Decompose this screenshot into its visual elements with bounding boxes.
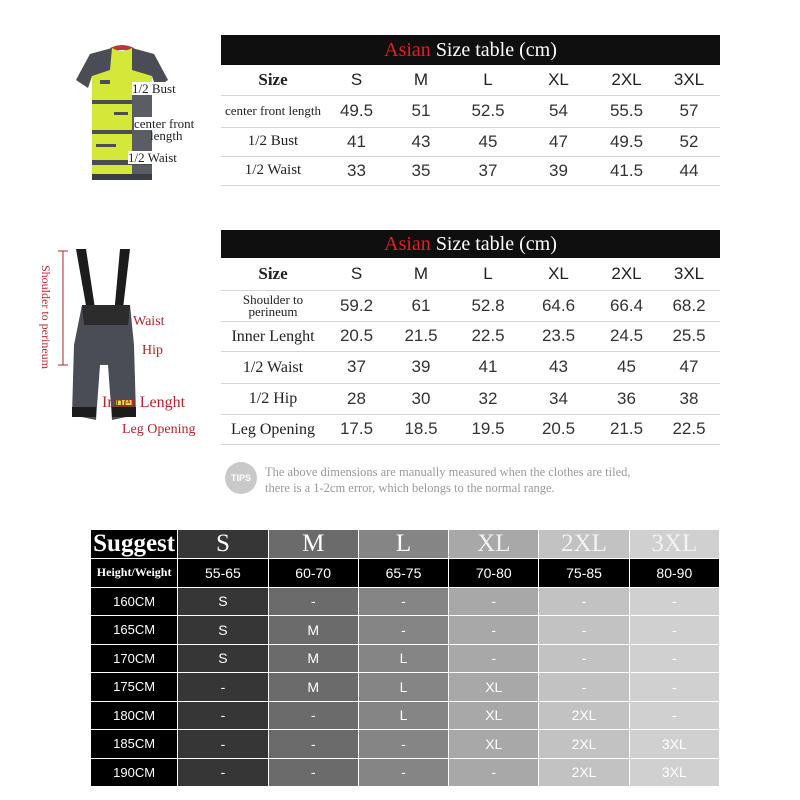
table-cell: 49.5 [595, 127, 658, 156]
bib-table-size-3xl: 3XL [658, 258, 720, 290]
jersey-table-size-2xl: 2XL [595, 65, 658, 95]
jersey-illustration [40, 40, 215, 190]
suggest-weight: 55-65 [178, 559, 267, 587]
table-cell: M [269, 616, 358, 644]
jersey-row-label: 1/2 Waist [221, 156, 325, 185]
table-row [221, 156, 720, 185]
jersey-table-title-rest: Size table (cm) [430, 38, 557, 61]
table-cell: M [269, 645, 358, 673]
suggest-height: 175CM [91, 673, 177, 701]
table-cell: - [359, 588, 448, 616]
bib-image [38, 245, 218, 445]
suggest-weight: 75-85 [539, 559, 628, 587]
suggest-height: 165CM [91, 616, 177, 644]
table-cell: 47 [522, 127, 595, 156]
table-cell: S [178, 588, 267, 616]
suggest-weight-row [91, 559, 719, 587]
suggest-weight: 65-75 [359, 559, 448, 587]
suggest-weight: 70-80 [449, 559, 538, 587]
bib-table-size-l: L [454, 258, 522, 290]
table-cell: - [178, 730, 267, 758]
table-cell: 41.5 [595, 156, 658, 185]
jersey-row-label: center front length [221, 95, 325, 127]
table-cell: 20.5 [325, 321, 388, 351]
table-cell: - [359, 616, 448, 644]
suggest-size-2xl: 2XL [539, 530, 628, 558]
table-row [91, 645, 719, 673]
jersey-label-center-front-1: center front [134, 116, 195, 131]
table-cell: 37 [325, 351, 388, 383]
bib-label-hip: Hip [142, 343, 163, 358]
table-row [221, 127, 720, 156]
table-cell: 45 [454, 127, 522, 156]
table-cell: 17.5 [325, 414, 388, 444]
bib-table-size-xl: XL [522, 258, 595, 290]
bib-row-label: Shoulder to perineum [221, 290, 325, 321]
table-cell: 21.5 [388, 321, 454, 351]
suggest-subtitle: Height/Weight [91, 559, 177, 587]
bib-table-size-s: S [325, 258, 388, 290]
bib-row-label: Inner Lenght [221, 321, 325, 351]
jersey-size-table [221, 35, 720, 186]
table-cell: 57 [658, 95, 720, 127]
table-cell: 43 [388, 127, 454, 156]
bib-label-inner: Inner Lenght [102, 394, 186, 411]
jersey-table-title-row [221, 35, 720, 65]
table-cell: 22.5 [454, 321, 522, 351]
jersey-row-label: 1/2 Bust [221, 127, 325, 156]
suggest-size-3xl: 3XL [630, 530, 719, 558]
table-cell: 41 [454, 351, 522, 383]
table-cell: XL [449, 730, 538, 758]
table-cell: 18.5 [388, 414, 454, 444]
suggest-weight: 80-90 [630, 559, 719, 587]
suggest-size-m: M [269, 530, 358, 558]
table-cell: 2XL [539, 759, 628, 787]
table-cell: 45 [595, 351, 658, 383]
bib-table-header-row [221, 258, 720, 290]
jersey-table-size-header: Size [221, 65, 325, 95]
bib-table-size-2xl: 2XL [595, 258, 658, 290]
table-row [91, 759, 719, 787]
table-cell: 61 [388, 290, 454, 321]
table-cell: - [449, 759, 538, 787]
table-row [91, 702, 719, 730]
bib-size-table [221, 230, 720, 445]
suggest-height: 185CM [91, 730, 177, 758]
table-row [91, 730, 719, 758]
table-cell: 52.5 [454, 95, 522, 127]
bib-table-size-m: M [388, 258, 454, 290]
suggest-weight: 60-70 [269, 559, 358, 587]
table-cell: L [359, 702, 448, 730]
table-cell: 2XL [539, 702, 628, 730]
suggest-height: 180CM [91, 702, 177, 730]
table-cell: 41 [325, 127, 388, 156]
table-cell: 38 [658, 383, 720, 414]
table-cell: 25.5 [658, 321, 720, 351]
table-cell: 30 [388, 383, 454, 414]
bib-row-label: 1/2 Hip [221, 383, 325, 414]
table-cell: - [630, 673, 719, 701]
table-cell: XL [449, 702, 538, 730]
bib-label-shoulder: Shoulder to perineum [39, 265, 53, 369]
table-row [91, 588, 719, 616]
bib-row-label: Leg Opening [221, 414, 325, 444]
table-cell: 32 [454, 383, 522, 414]
table-cell: 34 [522, 383, 595, 414]
table-cell: 23.5 [522, 321, 595, 351]
table-cell: - [178, 759, 267, 787]
table-cell: L [359, 673, 448, 701]
jersey-table-size-xl: XL [522, 65, 595, 95]
table-cell: 68.2 [658, 290, 720, 321]
table-cell: - [269, 730, 358, 758]
table-cell: 22.5 [658, 414, 720, 444]
table-cell: - [269, 588, 358, 616]
table-cell: 39 [522, 156, 595, 185]
table-cell: - [539, 673, 628, 701]
suggest-height: 160CM [91, 588, 177, 616]
table-cell: - [449, 588, 538, 616]
tips-icon: TIPS [225, 462, 257, 494]
table-cell: 28 [325, 383, 388, 414]
jersey-label-waist: 1/2 Waist [128, 150, 177, 165]
bib-table-title-accent: Asian [384, 232, 431, 255]
table-cell: 33 [325, 156, 388, 185]
bib-table-size-header: Size [221, 258, 325, 290]
bib-table-title [221, 230, 720, 258]
table-cell: L [359, 645, 448, 673]
suggest-height: 170CM [91, 645, 177, 673]
table-cell: 64.6 [522, 290, 595, 321]
jersey-table-title [221, 35, 720, 65]
table-cell: 49.5 [325, 95, 388, 127]
table-cell: S [178, 645, 267, 673]
table-cell: - [630, 588, 719, 616]
jersey-table-size-3xl: 3XL [658, 65, 720, 95]
table-cell: S [178, 616, 267, 644]
table-cell: - [359, 730, 448, 758]
bib-label-leg: Leg Opening [122, 422, 196, 437]
jersey-table-header-row [221, 65, 720, 95]
tips-note [222, 460, 722, 500]
table-row [221, 414, 720, 444]
table-cell: 21.5 [595, 414, 658, 444]
tips-line-2: there is a 1-2cm error, which belongs to the normal range. [265, 481, 555, 495]
table-row [221, 321, 720, 351]
suggest-height: 190CM [91, 759, 177, 787]
table-cell: 20.5 [522, 414, 595, 444]
table-cell: 51 [388, 95, 454, 127]
table-cell: 37 [454, 156, 522, 185]
suggest-title: Suggest [91, 530, 177, 558]
table-cell: 47 [658, 351, 720, 383]
table-cell: - [630, 616, 719, 644]
bib-table-title-rest: Size table (cm) [430, 232, 557, 255]
jersey-table-size-s: S [325, 65, 388, 95]
tips-line-1: The above dimensions are manually measured when the clothes are tiled, [265, 465, 631, 479]
suggest-size-table [90, 529, 720, 787]
jersey-image [70, 40, 170, 190]
table-cell: - [178, 702, 267, 730]
table-cell: 36 [595, 383, 658, 414]
table-cell: 19.5 [454, 414, 522, 444]
table-cell: - [539, 645, 628, 673]
table-cell: - [178, 673, 267, 701]
suggest-size-s: S [178, 530, 267, 558]
table-cell: 52 [658, 127, 720, 156]
suggest-size-l: L [359, 530, 448, 558]
table-cell: 66.4 [595, 290, 658, 321]
table-cell: 24.5 [595, 321, 658, 351]
table-cell: 2XL [539, 730, 628, 758]
bib-label-waist: Waist [133, 314, 165, 329]
table-cell: - [449, 645, 538, 673]
table-cell: - [539, 616, 628, 644]
table-row [221, 351, 720, 383]
table-cell: 55.5 [595, 95, 658, 127]
table-cell: 3XL [630, 759, 719, 787]
table-cell: - [449, 616, 538, 644]
table-cell: - [539, 588, 628, 616]
table-cell: 43 [522, 351, 595, 383]
suggest-size-header-row [91, 530, 719, 558]
table-cell: 52.8 [454, 290, 522, 321]
table-cell: - [359, 759, 448, 787]
table-row [221, 95, 720, 127]
table-cell: - [630, 702, 719, 730]
table-cell: XL [449, 673, 538, 701]
table-cell: 3XL [630, 730, 719, 758]
table-cell: 39 [388, 351, 454, 383]
table-cell: M [269, 673, 358, 701]
table-cell: - [269, 702, 358, 730]
jersey-table-size-l: L [454, 65, 522, 95]
table-cell: - [630, 645, 719, 673]
table-cell: - [269, 759, 358, 787]
jersey-table-title-accent: Asian [384, 38, 431, 61]
table-cell: 44 [658, 156, 720, 185]
table-cell: 35 [388, 156, 454, 185]
table-row [91, 616, 719, 644]
jersey-label-bust: 1/2 Bust [132, 81, 176, 96]
jersey-label-center-front-2: length [150, 128, 183, 143]
bib-row-label: 1/2 Waist [221, 351, 325, 383]
jersey-table-size-m: M [388, 65, 454, 95]
suggest-size-xl: XL [449, 530, 538, 558]
table-row [221, 383, 720, 414]
table-row [221, 290, 720, 321]
table-cell: 54 [522, 95, 595, 127]
table-row [91, 673, 719, 701]
table-cell: 59.2 [325, 290, 388, 321]
bib-illustration [38, 245, 218, 445]
bib-table-title-row [221, 230, 720, 258]
